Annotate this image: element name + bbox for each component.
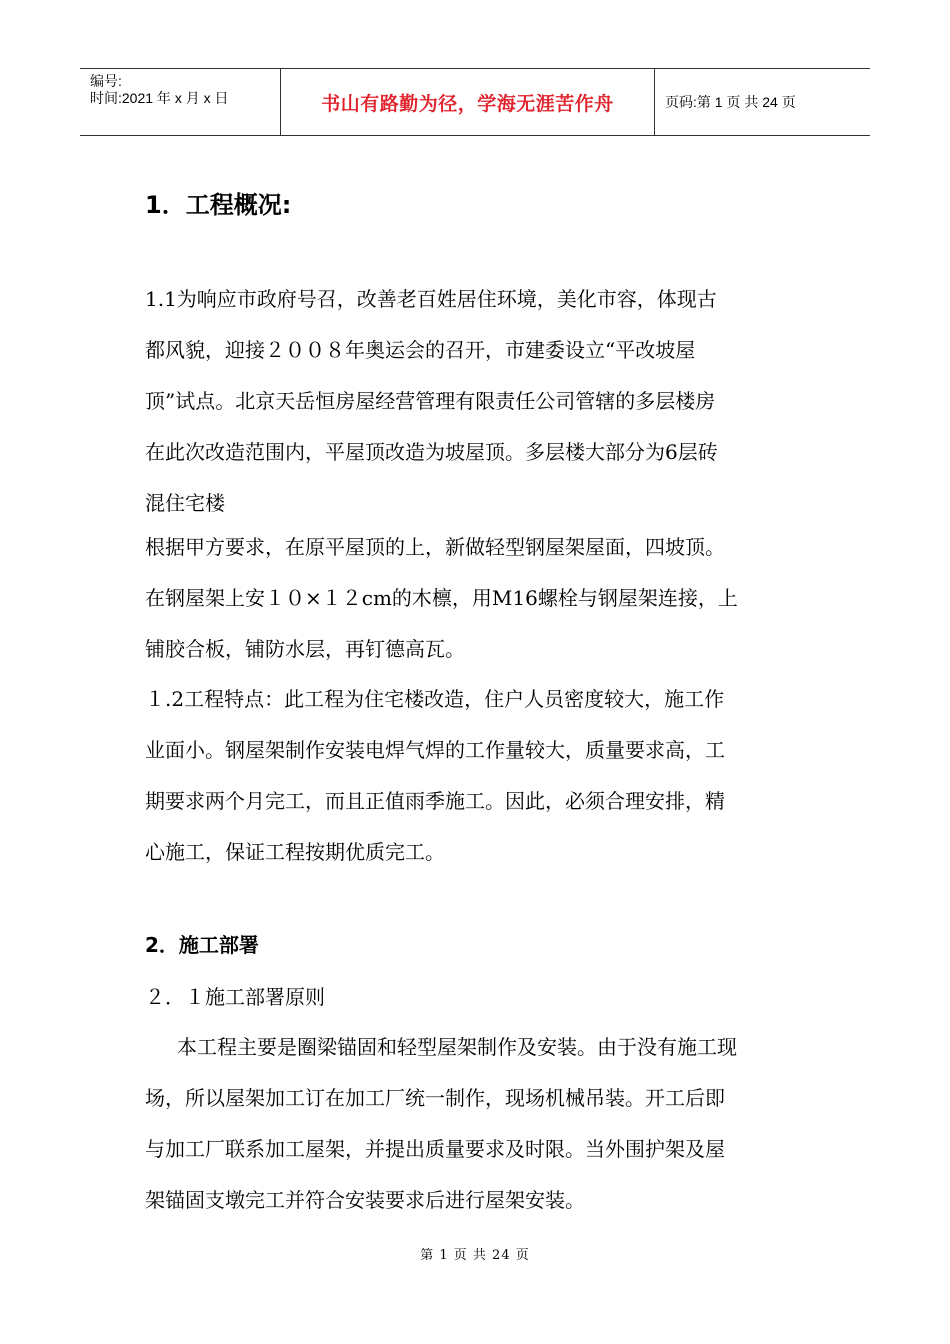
motto-text: 书山有路勤为径，学海无涯苦作舟 bbox=[321, 92, 614, 115]
time-label: 时间:2021 年 x 月 x 日 bbox=[90, 90, 229, 106]
text-line: 混住宅楼 bbox=[145, 491, 225, 515]
text-line: 都风貌，迎接２００８年奥运会的召开，市建委设立“平改坡屋 bbox=[145, 338, 696, 362]
section1-paragraph-2 bbox=[145, 522, 813, 675]
text-line: 铺胶合板，铺防水层，再钉德高瓦。 bbox=[145, 637, 465, 661]
text-line: 顶”试点。北京天岳恒房屋经营管理有限责任公司管辖的多层楼房 bbox=[145, 389, 716, 413]
text-line: 架锚固支墩完工并符合安装要求后进行屋架安装。 bbox=[145, 1188, 585, 1212]
header-motto-cell bbox=[281, 69, 655, 135]
text-line: 在此次改造范围内，平屋顶改造为坡屋顶。多层楼大部分为6层砖 bbox=[145, 440, 718, 464]
header-meta-cell bbox=[80, 69, 281, 135]
text-line: １.2工程特点：此工程为住宅楼改造，住户人员密度较大，施工作 bbox=[145, 687, 725, 711]
section1-paragraph-3 bbox=[145, 674, 813, 878]
text-line: 与加工厂联系加工屋架，并提出质量要求及时限。当外围护架及屋 bbox=[145, 1137, 725, 1161]
section1-heading: 1．工程概况: bbox=[145, 191, 292, 219]
text-line: 在钢屋架上安１０×１２cm的木檩，用M16螺栓与钢屋架连接，上 bbox=[145, 586, 738, 610]
section2-heading: 2．施工部署 bbox=[145, 933, 259, 957]
header-page-cell bbox=[655, 69, 870, 135]
text-line: 业面小。钢屋架制作安装电焊气焊的工作量较大，质量要求高，工 bbox=[145, 738, 725, 762]
text-line: 期要求两个月完工，而且正值雨季施工。因此，必须合理安排，精 bbox=[145, 789, 725, 813]
text-line: 场，所以屋架加工订在加工厂统一制作，现场机械吊装。开工后即 bbox=[145, 1086, 725, 1110]
page-footer: 第 1 页 共 24 页 bbox=[420, 1248, 530, 1263]
section1-paragraph-1 bbox=[145, 274, 813, 529]
section2-paragraph bbox=[145, 1022, 813, 1226]
header-page-info: 页码:第 1 页 共 24 页 bbox=[665, 94, 796, 110]
page-header bbox=[80, 68, 870, 136]
text-line: 本工程主要是圈梁锚固和轻型屋架制作及安装。由于没有施工现 bbox=[177, 1035, 737, 1059]
serial-label: 编号: bbox=[90, 73, 122, 89]
text-line: 根据甲方要求，在原平屋顶的上，新做轻型钢屋架屋面，四坡顶。 bbox=[145, 535, 725, 559]
section2-subheading: ２．１施工部署原则 bbox=[145, 985, 325, 1009]
text-line: 心施工，保证工程按期优质完工。 bbox=[145, 840, 445, 864]
text-line: 1.1为响应市政府号召，改善老百姓居住环境，美化市容，体现古 bbox=[145, 287, 717, 311]
